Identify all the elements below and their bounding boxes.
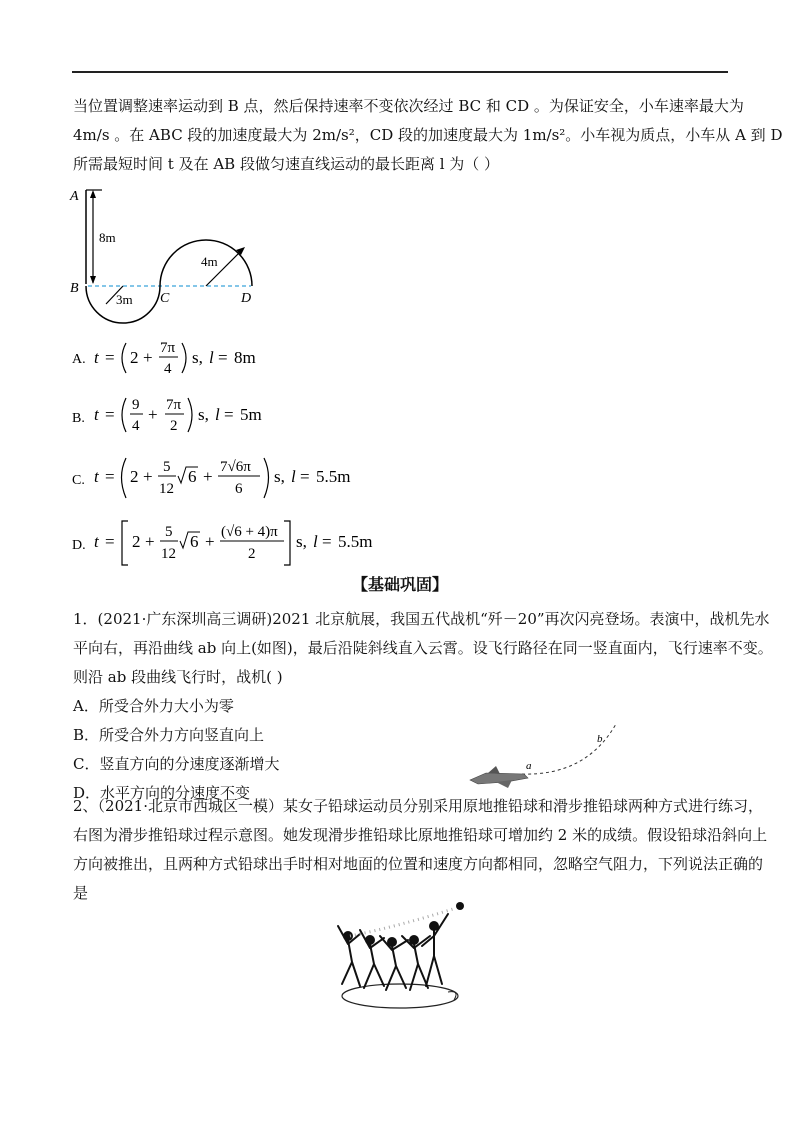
eq-sign: = <box>224 405 234 424</box>
eq-sign: = <box>105 532 115 551</box>
option-a-letter: A. <box>72 352 86 367</box>
plus-sign: + <box>148 405 158 424</box>
option-c-den: 6 <box>235 481 243 497</box>
q2-line-2: 右图为滑步推铅球过程示意图。她发现滑步推铅球比原地推铅球可增加约 2 米的成绩。假设铅球沿斜向上 <box>73 826 768 844</box>
option-a[interactable] <box>70 333 320 381</box>
option-c-letter: C. <box>72 473 85 488</box>
section-title: 【基础巩固】 <box>351 575 448 594</box>
var-t: t <box>94 532 99 551</box>
option-b[interactable] <box>70 390 330 438</box>
var-t: t <box>94 348 99 367</box>
option-d-root: 6 <box>190 532 199 551</box>
var-l: l <box>215 405 220 424</box>
option-b-f1-den: 4 <box>132 418 140 434</box>
option-d-letter: D. <box>72 538 86 553</box>
statement-line-2: 4m/s 。在 ABC 段的加速度最大为 2m/s²，CD 段的加速度最大为 1m/s²。小车视为质点，小车从 A 到 D <box>73 126 783 144</box>
plus-sign: + <box>145 532 155 551</box>
label-8m: 8m <box>99 230 116 245</box>
paren-right <box>188 398 192 432</box>
plus-sign: + <box>203 467 213 486</box>
shot-ball-icon <box>456 902 464 910</box>
q2-line-1: 2、（2021·北京市西城区一模）某女子铅球运动员分别采用原地推铅球和滑步推铅球两种方式进行练习， <box>73 797 763 815</box>
jet-icon <box>470 766 528 788</box>
option-c-l: 5.5m <box>316 467 351 486</box>
q1-choice-d[interactable]: D．水平方向的分速度不变 <box>73 784 251 802</box>
option-b-letter: B. <box>72 411 85 426</box>
q1-choice-a[interactable]: A．所受合外力大小为零 <box>73 697 234 715</box>
paren-left <box>122 343 126 373</box>
eq-sign: = <box>105 467 115 486</box>
statement-line-3: 所需最短时间 t 及在 AB 段做匀速直线运动的最长距离 l 为（ ） <box>73 155 500 173</box>
option-c-f1-num: 5 <box>163 459 171 475</box>
q2-line-3: 方向被推出，且两种方式铅球出手时相对地面的位置和速度方向都相同，忽略空气阻力，下列说法正确的 <box>73 855 764 873</box>
q1-choice-b[interactable]: B．所受合外力方向竖直向上 <box>73 726 265 744</box>
paren-left <box>122 458 127 498</box>
eq-sign: = <box>322 532 332 551</box>
option-d-l: 5.5m <box>338 532 373 551</box>
jet-figure <box>466 718 636 798</box>
eq-sign: = <box>300 467 310 486</box>
label-a: a <box>526 760 532 772</box>
eq-sign: = <box>105 405 115 424</box>
bracket-right <box>284 521 290 565</box>
unit-s: s, <box>296 532 307 551</box>
label-b: B <box>70 281 79 296</box>
header-rule <box>72 71 728 73</box>
option-c-f1-den: 12 <box>159 481 174 497</box>
throwing-circle <box>342 984 458 1008</box>
paren-right <box>182 343 186 373</box>
label-c: C <box>160 291 170 306</box>
toe-board <box>448 992 456 1000</box>
option-d-den: 2 <box>248 546 256 562</box>
athlete-silhouettes <box>338 914 448 990</box>
label-a: A <box>70 189 79 204</box>
arrow-up-icon <box>90 190 96 198</box>
unit-s: s, <box>274 467 285 486</box>
option-b-num: 7π <box>166 397 182 413</box>
option-d-f1-den: 12 <box>161 546 176 562</box>
option-b-f1-num: 9 <box>132 397 140 413</box>
label-3m: 3m <box>116 292 133 307</box>
label-4m: 4m <box>201 254 218 269</box>
plus-sign: + <box>143 348 153 367</box>
var-l: l <box>209 348 214 367</box>
q2-line-4: 是 <box>73 884 89 902</box>
option-d[interactable] <box>70 517 410 571</box>
arrow-down-icon <box>90 276 96 284</box>
option-d-f1-num: 5 <box>165 524 173 540</box>
unit-s: s, <box>192 348 203 367</box>
label-d: D <box>241 291 252 306</box>
var-t: t <box>94 467 99 486</box>
arrow-radius-icon <box>236 247 245 255</box>
statement-line-1: 当位置调整速率运动到 B 点，然后保持速率不变依次经过 BC 和 CD 。为保证安全，小车速率最大为 <box>73 97 744 115</box>
shot-put-figure <box>330 896 480 1014</box>
option-d-int: 2 <box>132 532 141 551</box>
eq-sign: = <box>105 348 115 367</box>
problem-statement <box>73 92 783 179</box>
q1-line-3: 则沿 ab 段曲线飞行时，战机( ) <box>73 668 283 686</box>
option-c-num: 7√6π <box>220 459 251 475</box>
option-d-num: (√6 + 4)π <box>221 524 278 540</box>
plus-sign: + <box>205 532 215 551</box>
var-l: l <box>313 532 318 551</box>
paren-left <box>122 398 126 432</box>
label-b: b <box>597 733 603 745</box>
shot-trail <box>350 908 456 936</box>
bracket-left <box>122 521 128 565</box>
plus-sign: + <box>143 467 153 486</box>
track-diagram <box>66 184 266 330</box>
var-t: t <box>94 405 99 424</box>
flight-path <box>522 724 616 774</box>
q1-line-1: 1．(2021·广东深圳高三调研)2021 北京航展，我国五代战机“歼－20”再次闪亮登场。表演中，战机先水 <box>73 610 770 628</box>
option-a-den: 4 <box>164 361 172 377</box>
question-2 <box>73 792 768 908</box>
q1-choice-c[interactable]: C．竖直方向的分速度逐渐增大 <box>73 755 280 773</box>
eq-sign: = <box>218 348 228 367</box>
var-l: l <box>291 467 296 486</box>
q1-line-2: 平向右，再沿曲线 ab 向上(如图)，最后沿陡斜线直入云霄。设飞行路径在同一竖直面内，飞行速率不变。 <box>73 639 773 657</box>
option-b-den: 2 <box>170 418 178 434</box>
option-a-num: 7π <box>160 340 176 356</box>
option-c-root: 6 <box>188 467 197 486</box>
unit-s: s, <box>198 405 209 424</box>
option-a-l: 8m <box>234 348 256 367</box>
paren-right <box>264 458 269 498</box>
option-a-int: 2 <box>130 348 139 367</box>
option-c[interactable] <box>70 452 390 504</box>
option-c-int: 2 <box>130 467 139 486</box>
option-b-l: 5m <box>240 405 262 424</box>
